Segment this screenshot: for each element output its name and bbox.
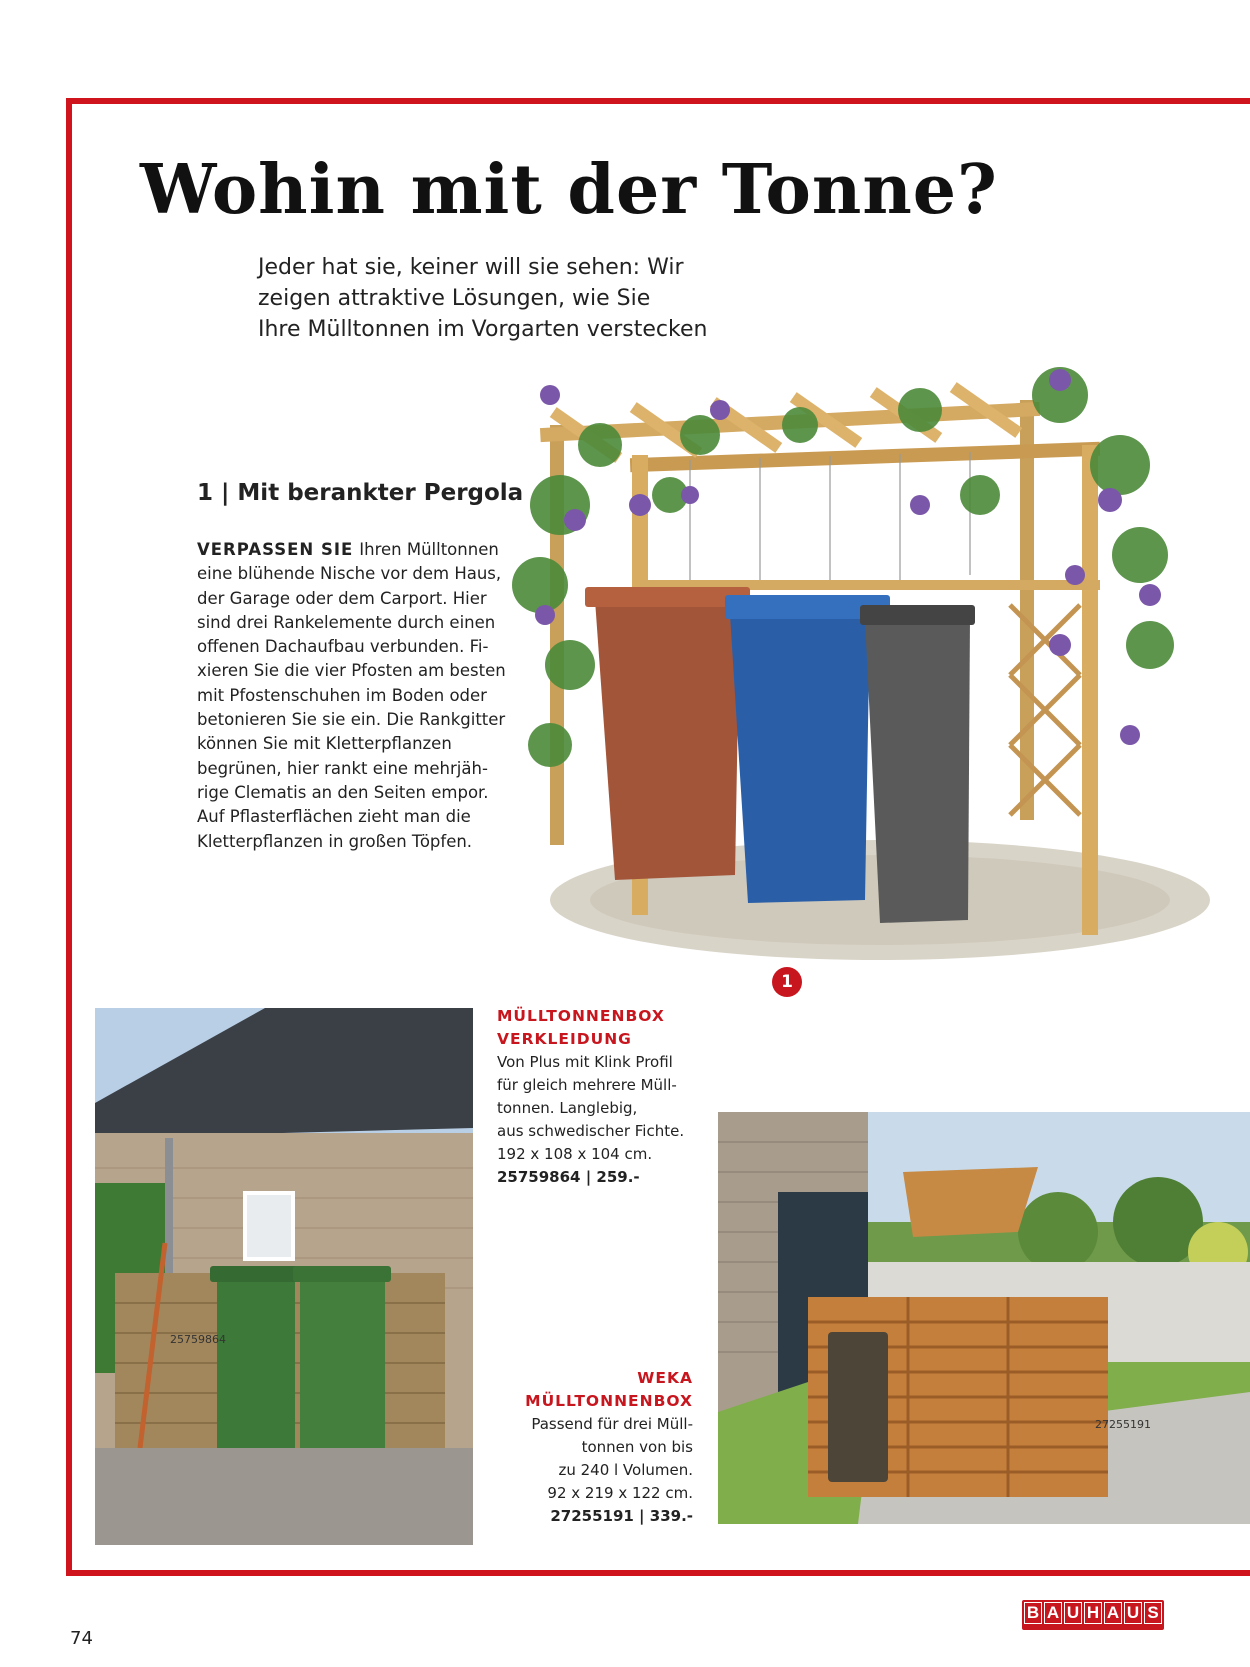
product-price: 27255191 | 339.-: [550, 1507, 693, 1525]
logo-letter: H: [1084, 1602, 1102, 1624]
body-line: Auf Pflasterflächen zieht man die: [197, 807, 471, 827]
body-line: begrünen, hier rankt eine mehrjäh-: [197, 758, 488, 778]
product-desc-line: aus schwedischer Fichte.: [497, 1122, 685, 1140]
product-desc-line: 192 x 108 x 104 cm.: [497, 1145, 653, 1163]
page-number: 74: [70, 1628, 93, 1649]
body-line: können Sie mit Kletterpflanzen: [197, 734, 452, 754]
product-photo-verkleidung: [95, 1008, 473, 1545]
intro-line: Ihre Mülltonnen im Vorgarten verstecken: [258, 317, 708, 342]
body-line: sind drei Rankelemente durch einen: [197, 612, 496, 632]
logo-letter: U: [1064, 1602, 1082, 1624]
product-desc-line: Passend für drei Müll-: [531, 1415, 693, 1433]
intro-line: zeigen attraktive Lösungen, wie Sie: [258, 286, 651, 311]
product-photo-weka: [718, 1112, 1250, 1524]
bauhaus-logo: [1022, 1600, 1164, 1630]
photo2-product-code: 27255191: [1095, 1418, 1151, 1431]
section-body: [197, 538, 527, 854]
product-title: MÜLLTONNENBOX: [525, 1392, 693, 1410]
body-line: Ihren Mülltonnen: [359, 540, 499, 559]
product-desc-line: tonnen von bis: [581, 1438, 693, 1456]
photo1-product-code: 25759864: [170, 1333, 226, 1346]
product-price: 25759864 | 259.-: [497, 1168, 640, 1186]
product-title: MÜLLTONNENBOX: [497, 1007, 665, 1025]
product-title: VERKLEIDUNG: [497, 1030, 632, 1048]
product-desc-line: 92 x 219 x 122 cm.: [547, 1484, 693, 1502]
illustration-number-badge: 1: [772, 967, 802, 997]
body-line: der Garage oder dem Carport. Hier: [197, 588, 487, 608]
intro-text: [258, 252, 758, 345]
logo-letter: A: [1104, 1602, 1122, 1624]
logo-letter: B: [1024, 1602, 1042, 1624]
logo-letter: A: [1044, 1602, 1062, 1624]
intro-line: Jeder hat sie, keiner will sie sehen: Wir: [258, 255, 684, 280]
body-line: eine blühende Nische vor dem Haus,: [197, 564, 502, 584]
page-title: Wohin mit der Tonne?: [140, 150, 998, 230]
body-line: mit Pfostenschuhen im Boden oder: [197, 685, 487, 705]
product-weka: [510, 1367, 693, 1528]
product-desc-line: Von Plus mit Klink Profil: [497, 1053, 673, 1071]
body-lead: VERPASSEN SIE: [197, 540, 354, 559]
body-line: xieren Sie die vier Pfosten am besten: [197, 661, 506, 681]
pergola-illustration: [500, 355, 1240, 1015]
logo-letter: U: [1124, 1602, 1142, 1624]
body-line-first: [197, 538, 527, 562]
body-line: betonieren Sie sie ein. Die Rankgitter: [197, 710, 506, 730]
body-line: offenen Dachaufbau verbunden. Fi-: [197, 637, 489, 657]
body-line: rige Clematis an den Seiten empor.: [197, 782, 489, 802]
product-desc-line: zu 240 l Volumen.: [558, 1461, 693, 1479]
product-verkleidung: [497, 1005, 717, 1189]
product-title: WEKA: [637, 1369, 693, 1387]
product-desc-line: für gleich mehrere Müll-: [497, 1076, 677, 1094]
section-heading: 1 | Mit berankter Pergola: [197, 480, 524, 506]
logo-letter: S: [1144, 1602, 1162, 1624]
product-desc-line: tonnen. Langlebig,: [497, 1099, 638, 1117]
body-line: Kletterpflanzen in großen Töpfen.: [197, 831, 473, 851]
